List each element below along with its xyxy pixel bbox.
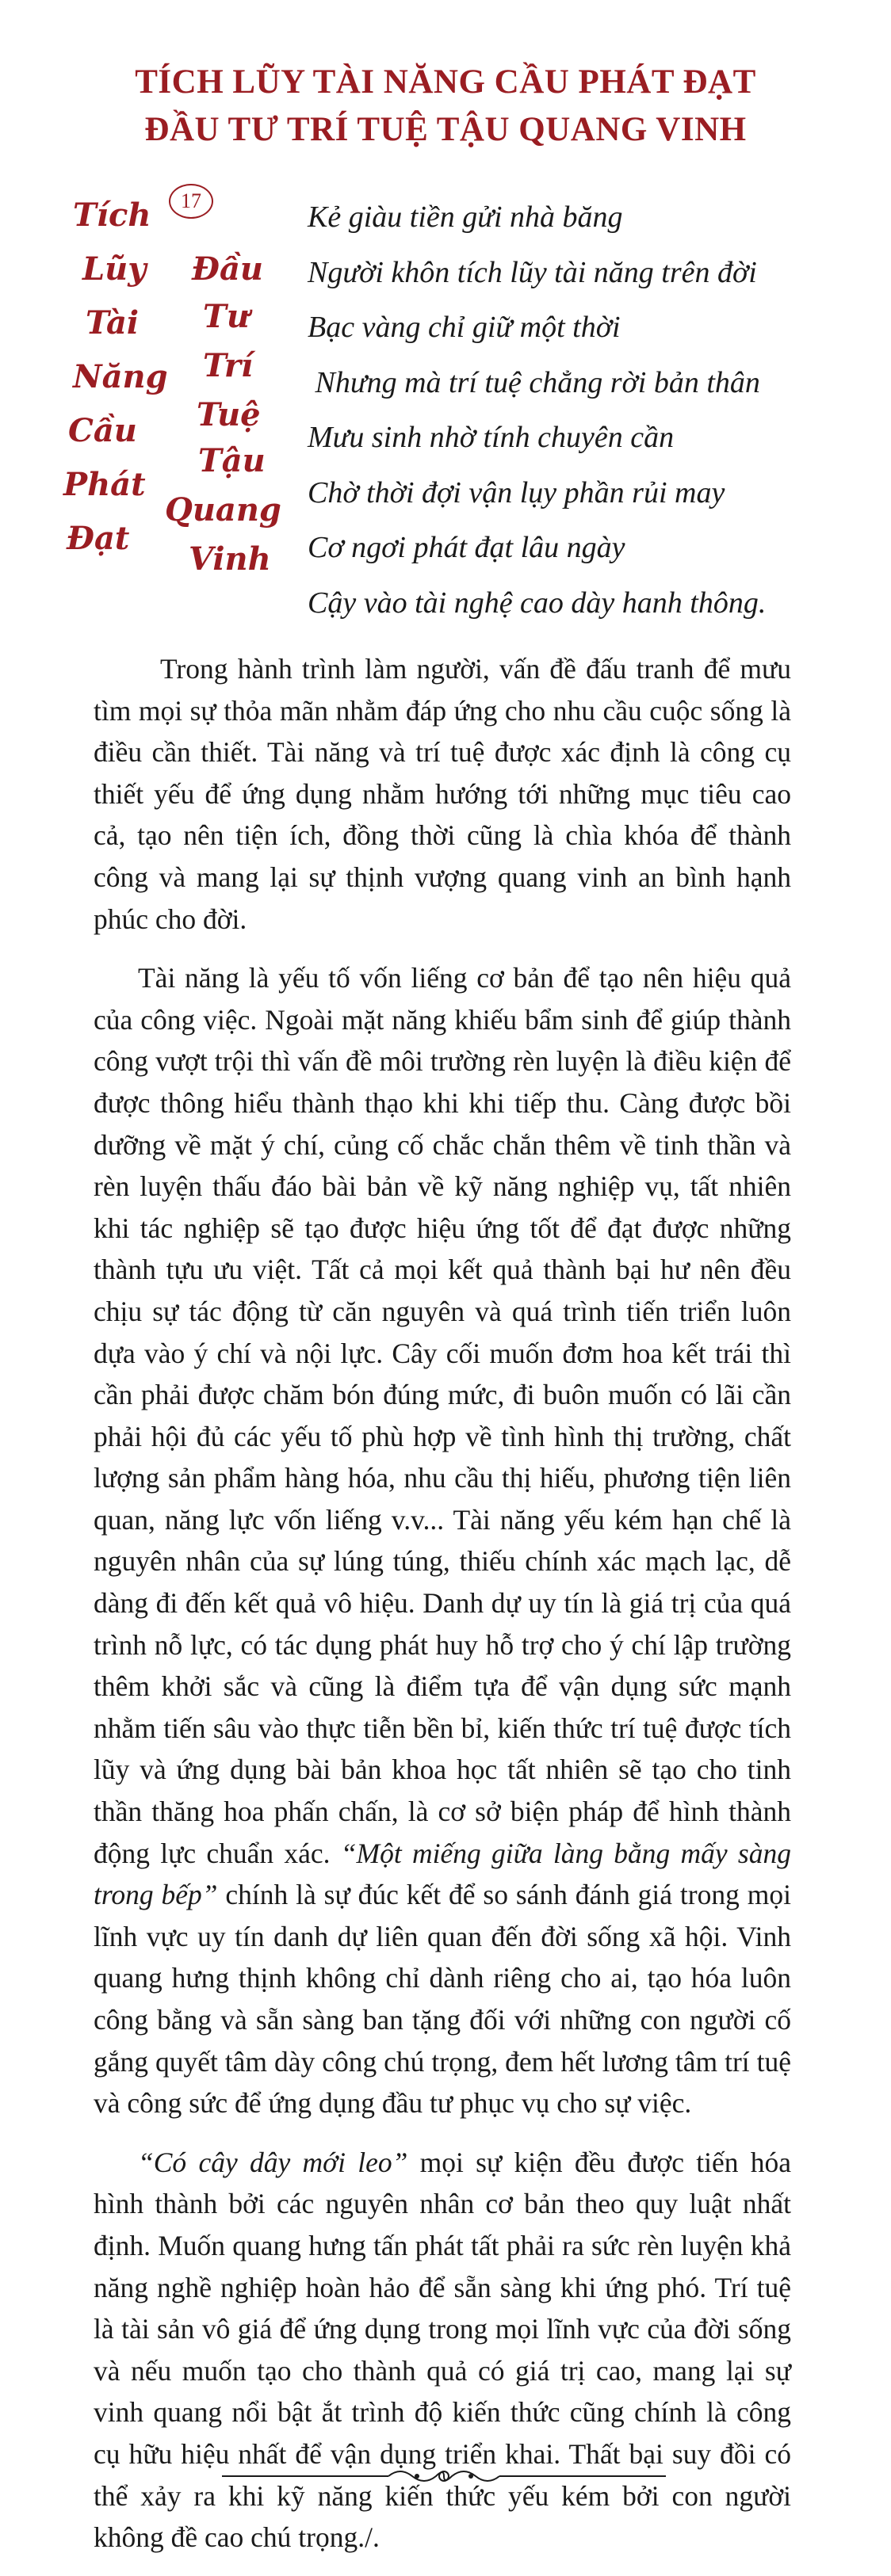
proverb-quote-1: “Một miếng giữa làng bằng mấy sàng trong bếp”: [94, 1837, 791, 1911]
poem-line-8: Cậy vào tài nghệ cao dày hanh thông.: [308, 586, 767, 620]
calli-left-5: Cầu: [68, 412, 137, 449]
calli-left-6: Phát: [63, 466, 146, 503]
proverb-quote-2: “Có cây dây mới leo”: [138, 2146, 408, 2178]
calli-left-2: Lũy: [82, 250, 147, 288]
calli-left-1: Tích: [73, 197, 151, 234]
calli-left-4: Năng: [73, 358, 168, 395]
chapter-number-badge: 17: [169, 184, 213, 219]
poem-line-3: Bạc vàng chỉ giữ một thời: [308, 311, 621, 344]
calli-right-2: Tư: [203, 298, 250, 335]
paragraph-2: [94, 957, 791, 2124]
paragraph-3: [94, 2142, 791, 2559]
paragraph-2-part-a: Tài năng là yếu tố vốn liếng cơ bản để tạo nên hiệu quả của công việc. Ngoài mặt năng khiếu bẩm sinh để giúp thành công vượt trội thì vấn đề môi trường rèn luyện là điều kiện để được thông hiểu thành thạo khi khi tiếp thu. Càng được bồi dưỡng về mặt ý chí, củng cố chắc chắn thêm về tinh thần và rèn luyện thấu đáo bài bản về kỹ năng nghiệp vụ, tất nhiên khi tác nghiệp sẽ tạo được hiệu ứng tốt để đạt được những thành tựu ưu việt. Tất cả mọi kết quả thành bại hư nên đều chịu sự tác động từ căn nguyên và quá trình tiến triển luôn dựa vào ý chí và nội lực. Cây cối muốn đơm hoa kết trái thì cần phải được chăm bón đúng mức, đi buôn muốn có lãi cần phải hội đủ các yếu tố phù hợp về tình hình thị trường, chất lượng sản phẩm hàng hóa, nhu cầu thị hiếu, phương tiện liên quan, năng lực vốn liếng v.v... Tài năng yếu kém hạn chế là nguyên nhân của sự lúng túng, thiếu chính xác mạch lạc, dễ dàng đi đến kết quả vô hiệu. Danh dự uy tín là giá trị của quá trình nỗ lực, có tác dụng phát huy hỗ trợ cho ý chí lập trường thêm khởi sắc và cũng là điểm tựa để vận dụng sức mạnh nhằm tiến sâu vào thực tiễn bền bỉ, kiến thức trí tuệ được tích lũy và ứng dụng bài bản khoa học tất nhiên sẽ tạo cho tinh thần thăng hoa phấn chấn, là cơ sở biện pháp để hình thành động lực chuẩn xác.: [94, 962, 791, 1869]
paragraph-1: Trong hành trình làm người, vấn đề đấu tranh để mưu tìm mọi sự thỏa mãn nhằm đáp ứng cho nhu cầu cuộc sống là điều cần thiết. Tài năng và trí tuệ được xác định là công cụ thiết yếu để ứng dụng nhằm hướng tới những mục tiêu cao cả, tạo nên tiện ích, đồng thời cũng là chìa khóa để thành công và mang lại sự thịnh vượng quang vinh an bình hạnh phúc cho đời.: [94, 653, 791, 935]
poem-line-2: Người khôn tích lũy tài năng trên đời: [308, 255, 757, 289]
calli-right-3: Trí: [203, 347, 254, 384]
poem-line-4: Nhưng mà trí tuệ chẳng rời bản thân: [308, 365, 760, 399]
calli-left-3: Tài: [86, 304, 140, 342]
title-line-1: TÍCH LŨY TÀI NĂNG CẦU PHÁT ĐẠT: [135, 63, 756, 101]
poem-line-1: Kẻ giàu tiền gửi nhà băng: [308, 200, 623, 234]
poem-line-6: Chờ thời đợi vận lụy phần rủi may: [308, 475, 725, 509]
body-text: [94, 648, 791, 2576]
paragraph-2-part-b: chính là sự đúc kết để so sánh đánh giá trong mọi lĩnh vực uy tín danh dự liên quan đến đời sống xã hội. Vinh quang hưng thịnh không chỉ dành riêng cho ai, tạo hóa luôn công bằng và sẵn sàng ban tặng đối với những con người cố gắng quyết tâm dày công chú trọng, đem hết lương tâm trí tuệ và công sức để ứng dụng đầu tư phục vụ cho sự việc.: [94, 1879, 791, 2120]
calli-left-7: Đạt: [67, 520, 130, 557]
paragraph-3-part-b: mọi sự kiện đều được tiến hóa hình thành bởi các nguyên nhân cơ bản theo quy luật nhất định. Muốn quang hưng tấn phát tất phải ra sức rèn luyện khả năng nghề nghiệp hoàn hảo để sẵn sàng khi ứng phó. Trí tuệ là tài sản vô giá để ứng dụng trong mọi lĩnh vực của đời sống và nếu muốn tạo cho thành quả có giá trị cao, mang lại sự vinh quang nổi bật ắt trình độ kiến thức cũng chính là công cụ hữu hiệu nhất để vận dụng triển khai. Thất bại suy đồi có thể xảy ra khi kỹ năng kiến thức yếu kém bởi con người không đề cao chú trọng./.: [94, 2146, 791, 2554]
calli-right-5: Tậu: [198, 442, 266, 479]
poem-line-7: Cơ ngơi phát đạt lâu ngày: [308, 531, 625, 564]
poem-line-5: Mưu sinh nhờ tính chuyên cần: [308, 421, 675, 454]
calli-right-6: Quang: [165, 491, 281, 529]
calli-right-7: Vinh: [189, 540, 271, 578]
page-title: [0, 59, 891, 154]
poem: [308, 190, 878, 631]
ornament-divider-icon: [222, 2460, 666, 2492]
title-line-2: ĐẦU TƯ TRÍ TUỆ TẬU QUANG VINH: [144, 111, 747, 148]
calli-right-4: Tuệ: [197, 396, 261, 433]
calli-right-1: Đầu: [192, 250, 263, 288]
